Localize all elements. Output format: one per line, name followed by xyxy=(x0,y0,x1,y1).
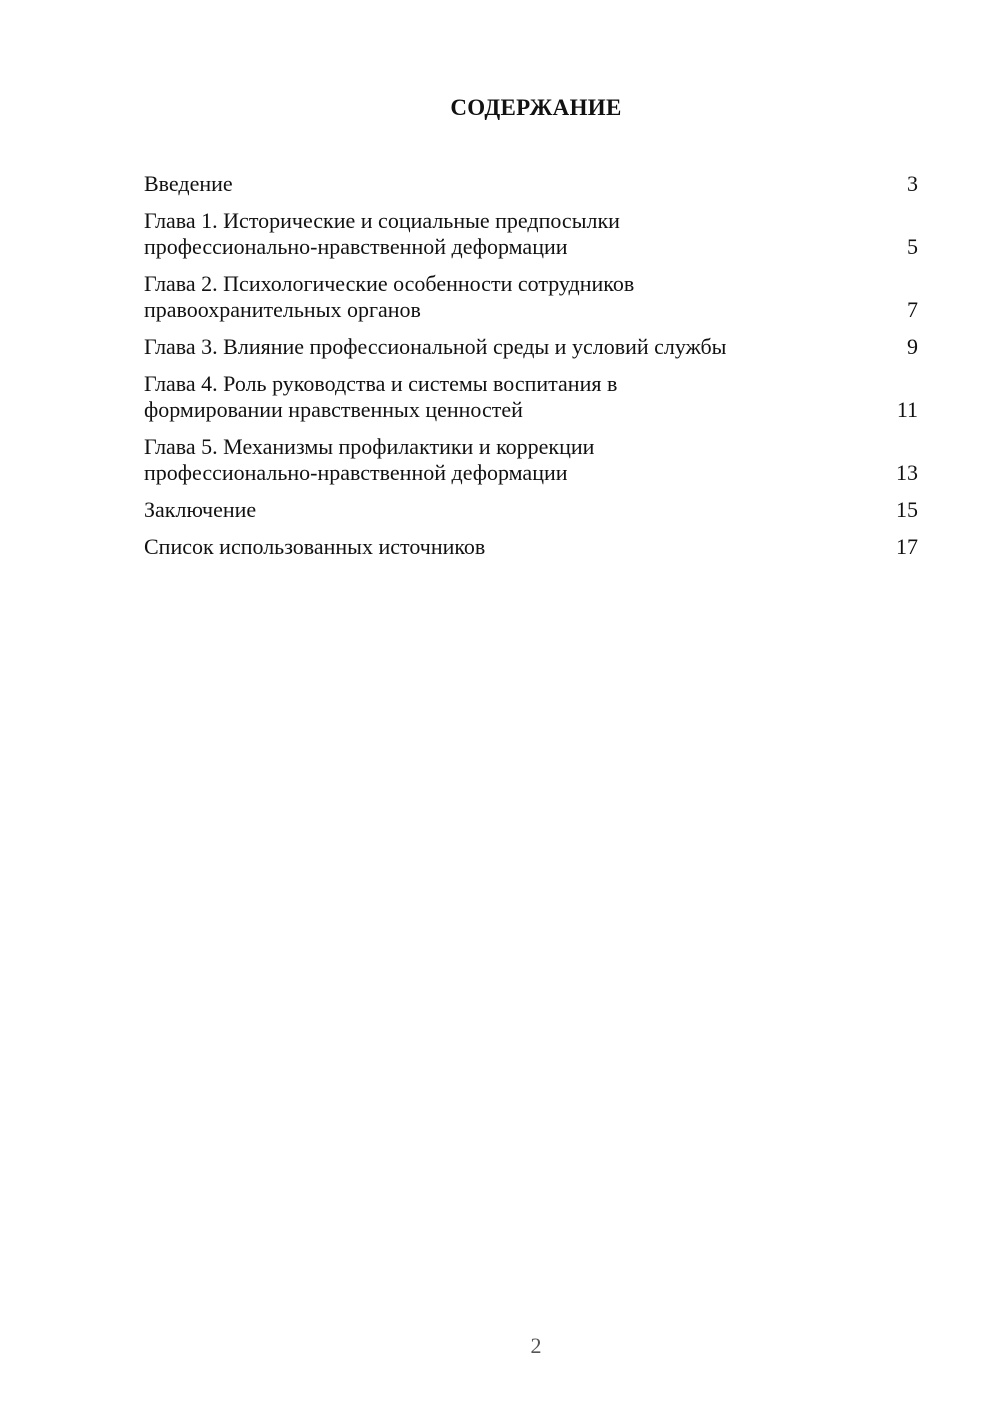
toc-entry-title xyxy=(144,171,918,197)
page-title: СОДЕРЖАНИЕ xyxy=(450,95,622,120)
page-number: 2 xyxy=(530,1333,542,1358)
toc-page-number: 9 xyxy=(907,334,918,359)
toc-entry-title xyxy=(144,271,918,323)
toc-entry-chapter-1[interactable] xyxy=(144,208,918,260)
toc-entry-title xyxy=(144,434,918,486)
toc-entry-line: профессионально-нравственной деформации xyxy=(144,460,568,485)
toc-entry-title xyxy=(144,534,918,560)
toc-entry-introduction[interactable] xyxy=(144,171,918,197)
toc-entry-line: профессионально-нравственной деформации xyxy=(144,234,568,259)
toc-entry-title xyxy=(144,208,918,260)
toc-entry-line: правоохранительных органов xyxy=(144,297,421,322)
toc-page-number: 15 xyxy=(896,497,918,522)
toc-entry-title xyxy=(144,371,918,423)
toc-page-number: 13 xyxy=(896,460,918,485)
toc-entry-line: Список использованных источников xyxy=(144,534,486,559)
toc-entry-chapter-4[interactable] xyxy=(144,371,918,423)
toc-entry-references[interactable] xyxy=(144,534,918,560)
toc-entry-line: Глава 2. Психологические особенности сотрудников xyxy=(144,271,635,296)
toc-entry-line: Заключение xyxy=(144,497,257,522)
toc-page-number: 17 xyxy=(896,534,918,559)
toc-entry-line: Глава 4. Роль руководства и системы воспитания в xyxy=(144,371,618,396)
toc-entry-title xyxy=(144,334,918,360)
toc-entry-chapter-2[interactable] xyxy=(144,271,918,323)
toc-entry-line: Глава 1. Исторические и социальные предпосылки xyxy=(144,208,620,233)
toc-entry-chapter-3[interactable] xyxy=(144,334,918,360)
toc-page-number: 5 xyxy=(907,234,918,259)
toc-page-number: 11 xyxy=(896,397,918,422)
table-of-contents xyxy=(144,171,918,571)
toc-entry-line: Глава 5. Механизмы профилактики и коррекции xyxy=(144,434,595,459)
toc-entry-conclusion[interactable] xyxy=(144,497,918,523)
toc-entry-line: Введение xyxy=(144,171,233,196)
toc-entry-line: формировании нравственных ценностей xyxy=(144,397,523,422)
toc-page-number: 3 xyxy=(907,171,918,196)
toc-entry-line: Глава 3. Влияние профессиональной среды и условий службы xyxy=(144,334,727,359)
toc-entry-title xyxy=(144,497,918,523)
toc-entry-chapter-5[interactable] xyxy=(144,434,918,486)
toc-page-number: 7 xyxy=(907,297,918,322)
